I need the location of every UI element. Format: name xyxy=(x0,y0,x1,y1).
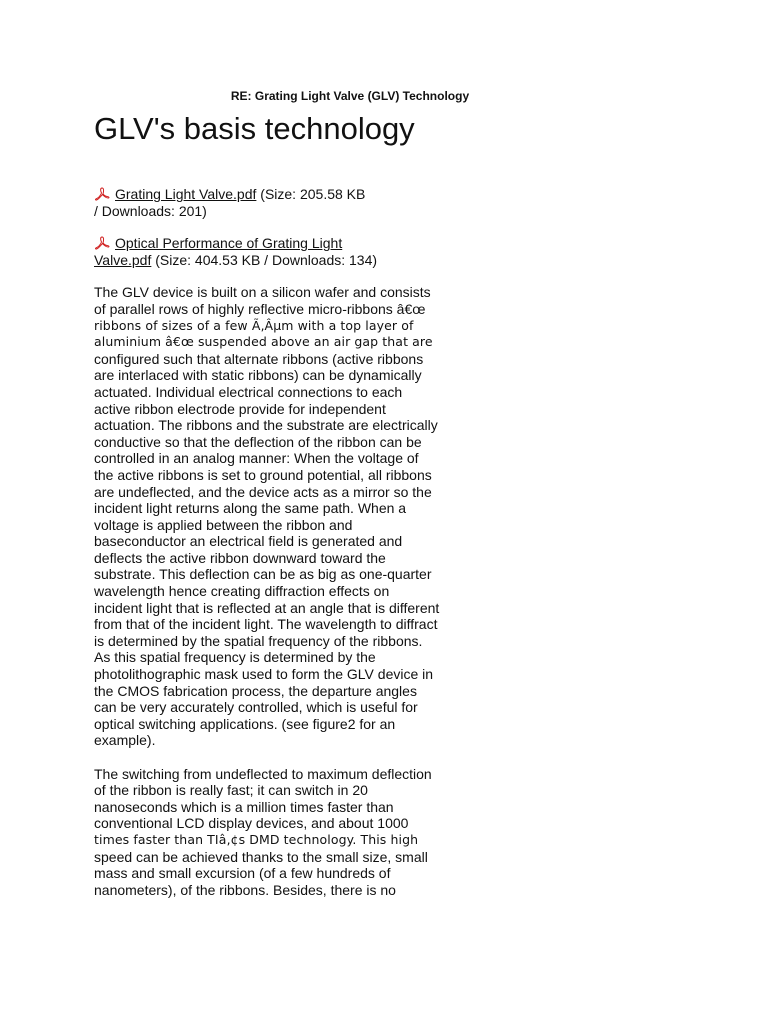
text-line: actuated. Individual electrical connections to each xyxy=(94,383,403,400)
text-line: nanoseconds which is a million times faster than xyxy=(94,798,394,815)
text-line: speed can be achieved thanks to the small size, small xyxy=(94,848,428,865)
text-line: times faster than TIâ‚¢s DMD technology. This high xyxy=(94,831,419,847)
text-line: The GLV device is built on a silicon wafer and consists xyxy=(94,284,431,301)
attachment-optical-performance xyxy=(94,235,466,268)
text-line: is determined by the spatial frequency of the ribbons. xyxy=(94,632,423,649)
text-line: conventional LCD display devices, and about 1000 xyxy=(94,815,409,832)
text-line: example). xyxy=(94,732,156,749)
text-line: active ribbon electrode provide for independent xyxy=(94,400,386,417)
text-line: voltage is applied between the ribbon and xyxy=(94,516,353,533)
text-line: nanometers), of the ribbons. Besides, there is no xyxy=(94,881,396,898)
document-heading: RE: Grating Light Valve (GLV) Technology xyxy=(230,89,470,103)
attachment-size: (Size: 205.58 KB xyxy=(256,186,366,202)
attachment-grating-light-valve xyxy=(94,186,466,219)
text-line: of the ribbon is really fast; it can switch in 20 xyxy=(94,782,368,799)
text-line: are interlaced with static ribbons) can be dynamically xyxy=(94,367,422,384)
text-line: aluminium â€œ suspended above an air gap that are xyxy=(94,334,433,350)
text-line: controlled in an analog manner: When the voltage of xyxy=(94,450,419,467)
text-line: As this spatial frequency is determined by the xyxy=(94,649,376,666)
body-paragraph xyxy=(94,284,466,749)
text-line: incident light returns along the same path. When a xyxy=(94,500,407,517)
pdf-icon xyxy=(94,236,110,250)
pdf-icon xyxy=(94,187,110,201)
text-line: from that of the incident light. The wavelength to diffract xyxy=(94,616,438,633)
text-line: The switching from undeflected to maximum deflection xyxy=(94,765,432,782)
text-line: are undeflected, and the device acts as a mirror so the xyxy=(94,483,432,500)
text-line: photolithographic mask used to form the GLV device in xyxy=(94,666,434,683)
text-line: wavelength hence creating diffraction effects on xyxy=(94,583,390,600)
body-paragraph xyxy=(94,766,466,899)
attachment-size-downloads: (Size: 404.53 KB / Downloads: 134) xyxy=(151,251,378,268)
text-line: the active ribbons is set to ground potential, all ribbons xyxy=(94,466,432,483)
text-line: baseconductor an electrical field is generated and xyxy=(94,533,403,550)
text-line: the CMOS fabrication process, the departure angles xyxy=(94,682,417,699)
text-line: mass and small excursion (of a few hundreds of xyxy=(94,865,391,882)
text-line: actuation. The ribbons and the substrate are electrically xyxy=(94,417,438,434)
text-line: configured such that alternate ribbons (active ribbons xyxy=(94,350,424,367)
text-line: optical switching applications. (see figure2 for an xyxy=(94,715,396,732)
text-line: can be very accurately controlled, which is useful for xyxy=(94,699,418,716)
document-page xyxy=(94,88,470,915)
text-line: ribbons of sizes of a few Ã‚Âµm with a top layer of xyxy=(94,317,414,333)
page-title: GLV's basis technology xyxy=(94,111,415,146)
text-line: of parallel rows of highly reflective micro-ribbons â€œ xyxy=(94,300,426,317)
text-line: deflects the active ribbon downward toward the xyxy=(94,549,386,566)
text-line: incident light that is reflected at an angle that is different xyxy=(94,599,440,616)
attachment-link[interactable]: Grating Light Valve.pdf xyxy=(115,186,257,202)
attachment-downloads: / Downloads: 201) xyxy=(94,202,207,219)
attachment-link-continued[interactable]: Valve.pdf xyxy=(94,251,152,268)
attachment-link[interactable]: Optical Performance of Grating Light xyxy=(115,235,343,252)
text-line: conductive so that the deflection of the ribbon can be xyxy=(94,433,422,450)
text-line: substrate. This deflection can be as big as one-quarter xyxy=(94,566,432,583)
